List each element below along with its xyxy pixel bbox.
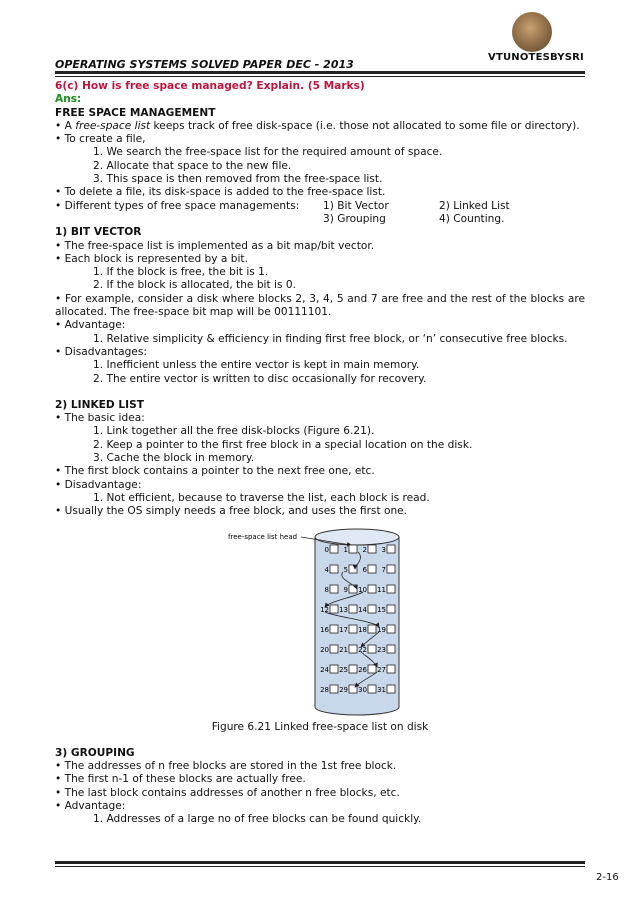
block-box [349, 545, 357, 553]
list-item: 1. Inefficient unless the entire vector is kept in main memory. [93, 359, 420, 372]
list-item: 1. If the block is free, the bit is 1. [93, 266, 269, 279]
figure-caption: Figure 6.21 Linked free-space list on disk [211, 720, 429, 733]
bullet: • The first block contains a pointer to the next free one, etc. [55, 465, 375, 478]
block-box [330, 585, 338, 593]
block-box [330, 625, 338, 633]
block-box [387, 645, 395, 653]
block-number: 20 [320, 645, 329, 654]
block-number: 29 [339, 685, 348, 694]
block-number: 9 [343, 585, 348, 594]
block-box [387, 565, 395, 573]
block-number: 7 [381, 565, 386, 574]
block-number: 0 [324, 545, 329, 554]
block-number: 8 [324, 585, 329, 594]
paragraph [55, 120, 585, 133]
brand-name: VTUNOTESBYSRI [488, 52, 584, 63]
type-item: 1) Bit Vector [323, 199, 389, 212]
block-number: 19 [377, 625, 386, 634]
block-box [368, 685, 376, 693]
block-box [368, 665, 376, 673]
block-number: 12 [320, 605, 329, 614]
list-item: 2. The entire vector is written to disc occasionally for recovery. [93, 372, 427, 385]
block-box [349, 605, 357, 613]
block-number: 6 [362, 565, 367, 574]
block-number: 14 [358, 605, 367, 614]
block-number: 5 [343, 565, 348, 574]
block-number: 22 [358, 645, 367, 654]
bullet: • To create a file, [55, 133, 146, 146]
bullet: • Disadvantages: [55, 345, 147, 358]
block-box [368, 605, 376, 613]
spacer [55, 386, 585, 399]
block-number: 25 [339, 665, 348, 674]
block-box [330, 645, 338, 653]
bullet: • The last block contains addresses of another n free blocks, etc. [55, 786, 400, 799]
bullet: • The free-space list is implemented as a bit map/bit vector. [55, 239, 375, 252]
block-number: 15 [377, 605, 386, 614]
bullet: • Different types of free space managements: [55, 199, 300, 212]
footer-rule-thin [55, 866, 585, 867]
bullet: • The first n-1 of these blocks are actually free. [55, 773, 306, 786]
bullet: • Usually the OS simply needs a free block, and uses the first one. [55, 505, 408, 518]
block-number: 30 [358, 685, 367, 694]
block-number: 26 [358, 665, 367, 674]
block-number: 16 [320, 625, 329, 634]
block-box [387, 545, 395, 553]
bullet: • For example, consider a disk where blocks 2, 3, 4, 5 and 7 are free and the rest of the blocks are allocated. The free-space bit map will be 00111101. [55, 292, 585, 319]
block-box [387, 585, 395, 593]
block-box [349, 665, 357, 673]
block-number: 1 [343, 545, 348, 554]
type-item: 3) Grouping [323, 212, 386, 225]
list-item: 1. Link together all the free disk-blocks (Figure 6.21). [93, 425, 375, 438]
block-number: 23 [377, 645, 386, 654]
list-item: 2. Keep a pointer to the first free block in a special location on the disk. [93, 438, 473, 451]
block-box [349, 625, 357, 633]
block-number: 17 [339, 625, 348, 634]
list-item: 1. Not efficient, because to traverse the list, each block is read. [93, 491, 430, 504]
block-box [349, 645, 357, 653]
block-box [387, 665, 395, 673]
block-box [330, 605, 338, 613]
bullet: • Disadvantage: [55, 478, 142, 491]
text: keeps track of free disk-space (i.e. those not allocated to some file or directory). [150, 119, 580, 132]
list-item: 2. Allocate that space to the new file. [93, 159, 292, 172]
block-box [368, 645, 376, 653]
header-rule [55, 71, 585, 74]
block-number: 31 [377, 685, 386, 694]
figure-linked-free-space [55, 519, 585, 719]
block-number: 11 [377, 585, 386, 594]
type-item: 2) Linked List [439, 199, 510, 212]
block-box [330, 545, 338, 553]
page-header-title: OPERATING SYSTEMS SOLVED PAPER DEC - 2013 [55, 58, 354, 71]
type-item: 4) Counting. [439, 212, 505, 225]
section-heading: 2) LINKED LIST [55, 398, 144, 411]
bullet: • The basic idea: [55, 412, 145, 425]
bullet: • Advantage: [55, 799, 126, 812]
bullet: • Each block is represented by a bit. [55, 252, 248, 265]
block-number: 2 [362, 545, 367, 554]
block-box [330, 665, 338, 673]
answer-label: Ans: [55, 93, 82, 106]
section-heading: FREE SPACE MANAGEMENT [55, 106, 216, 119]
block-box [368, 625, 376, 633]
block-box [349, 585, 357, 593]
brand-logo-icon [512, 12, 552, 52]
bullet: • Advantage: [55, 319, 126, 332]
question-text: 6(c) How is free space managed? Explain. (5 Marks) [55, 80, 365, 92]
block-number: 21 [339, 645, 348, 654]
block-box [330, 685, 338, 693]
block-number: 13 [339, 605, 348, 614]
bullet: • To delete a file, its disk-space is added to the free-space list. [55, 186, 386, 199]
list-item: 1. Relative simplicity & efficiency in finding first free block, or ‘n’ consecutive free blocks. [93, 332, 568, 345]
block-number: 18 [358, 625, 367, 634]
list-item: 3. Cache the block in memory. [93, 452, 255, 465]
types-row [55, 200, 585, 213]
disk-diagram [55, 519, 585, 719]
types-row [55, 213, 585, 226]
text: • A [55, 119, 76, 132]
disk-cylinder-top [315, 529, 399, 545]
page-number: 2-16 [596, 872, 619, 883]
block-number: 4 [324, 565, 329, 574]
block-number: 3 [381, 545, 386, 554]
block-number: 10 [358, 585, 367, 594]
block-box [368, 545, 376, 553]
section-heading: 3) GROUPING [55, 746, 135, 759]
list-item: 1. Addresses of a large no of free blocks can be found quickly. [93, 813, 422, 826]
header-rule-thin [55, 76, 585, 77]
section-heading: 1) BIT VECTOR [55, 226, 142, 239]
list-item: 2. If the block is allocated, the bit is 0. [93, 279, 296, 292]
bullet: • The addresses of n free blocks are stored in the 1st free block. [55, 760, 397, 773]
block-box [368, 565, 376, 573]
block-number: 28 [320, 685, 329, 694]
block-box [387, 605, 395, 613]
spacer [55, 734, 585, 747]
free-space-list-head-label: free-space list head [228, 532, 298, 541]
block-number: 27 [377, 665, 386, 674]
block-box [368, 585, 376, 593]
block-box [387, 685, 395, 693]
list-item: 1. We search the free-space list for the required amount of space. [93, 146, 443, 159]
block-number: 24 [320, 665, 329, 674]
block-box [387, 625, 395, 633]
emphasis-text: free-space list [75, 119, 151, 132]
block-box [330, 565, 338, 573]
footer-rule [55, 861, 585, 864]
document-body [55, 80, 585, 827]
list-item: 3. This space is then removed from the free-space list. [93, 173, 383, 186]
